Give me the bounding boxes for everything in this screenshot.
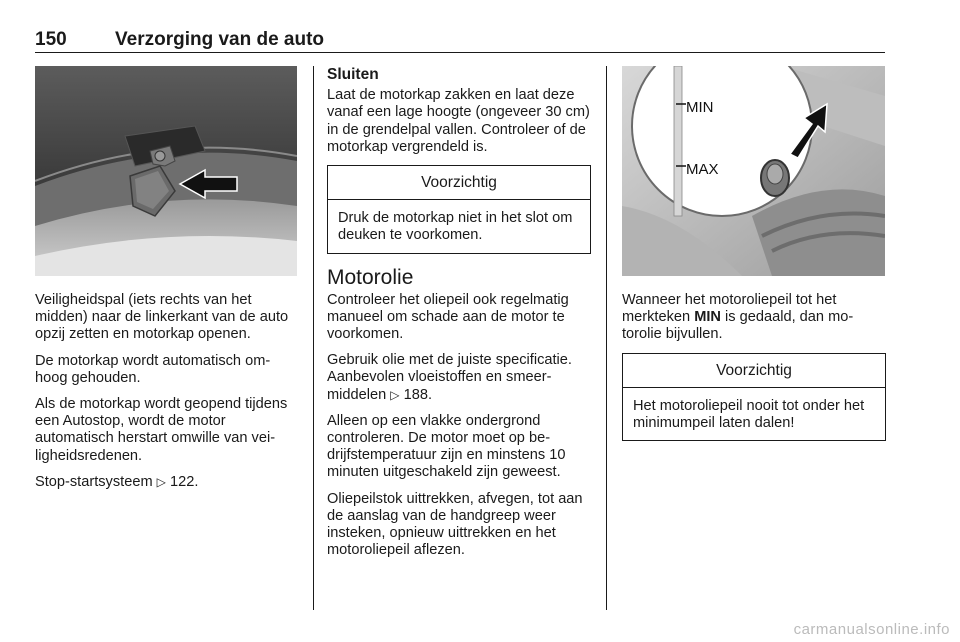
caution-box — [327, 165, 591, 254]
closing-paragraph: Laat de motorkap zakken en laat deze vanaf een lage hoogte (ongeveer 30 cm) in de grendelpal vallen. Controleer of de motorkap vergrendeld is. — [327, 87, 590, 155]
caution-box — [622, 353, 886, 442]
paragraph: De motorkap wordt automatisch omhoog gehouden. — [35, 352, 271, 386]
section-heading: Motorolie — [327, 265, 414, 289]
paragraph: Controleer het oliepeil ook regelmatig manueel om schade aan de motor te voorkomen. — [327, 291, 569, 343]
dipstick-illustration — [622, 66, 885, 276]
paragraph: Veiligheidspal (iets rechts van het midden) naar de linkerkant van de auto opzij zetten en motorkap openen. — [35, 292, 289, 343]
column-divider — [313, 66, 314, 610]
paragraph-text: is gedaald, dan motorolie bijvullen. — [622, 309, 854, 343]
caution-text: Het motoroliepeil nooit tot onder het minimumpeil laten dalen! — [633, 397, 865, 432]
watermark: carmanualsonline.info — [793, 621, 950, 638]
max-mark-label: MAX — [686, 161, 719, 178]
cross-reference-text: Stop-startsysteem — [35, 473, 153, 490]
chapter-title: Verzorging van de auto — [115, 29, 325, 50]
paragraph: Als de motorkap wordt geopend tijdens een Autostop, wordt de motor automatisch herstart omwille van veiligheidsredenen. — [35, 396, 288, 464]
page-header — [35, 26, 885, 53]
hood-catch-drawing — [35, 66, 297, 276]
paragraph: Alleen op een vlakke ondergrond controleren. De motor moet op bedrijfstemperatuur zijn en minstens 10 minuten uitgeschakeld zijn geweest. — [327, 412, 566, 481]
paragraph — [327, 352, 591, 404]
hood-catch-illustration — [35, 66, 297, 276]
closing-heading: Sluiten — [327, 66, 379, 83]
paragraph-text: Gebruik olie met de juiste specificatie. Aanbevolen vloeistoffen en smeermiddelen — [327, 352, 572, 403]
column-divider — [606, 66, 607, 610]
reference-arrow-icon: ▷ — [156, 474, 166, 489]
column-middle — [327, 66, 591, 568]
column-right — [622, 292, 886, 450]
reference-arrow-icon: ▷ — [390, 387, 400, 402]
column-left — [35, 292, 297, 500]
min-mark-label: MIN — [686, 99, 714, 116]
caution-title: Voorzichtig — [328, 166, 590, 200]
caution-title: Voorzichtig — [623, 354, 885, 388]
paragraph: Oliepeilstok uittrekken, afvegen, tot aan de aanslag van de handgreep weer insteken, opnieuw uittrekken en het motoroliepeil aflezen. — [327, 490, 583, 559]
cross-reference-page: 188. — [403, 386, 432, 403]
engine-bay-drawing — [622, 66, 885, 276]
cross-reference-page: 122. — [169, 473, 199, 490]
cross-reference — [35, 474, 297, 491]
paragraph-text: Wanneer het motoroliepeil tot het merkteken — [622, 292, 837, 326]
page-number: 150 — [35, 29, 67, 50]
min-mark-text: MIN — [694, 309, 721, 326]
paragraph — [622, 292, 886, 344]
caution-text: Druk de motorkap niet in het slot om deuken te voorkomen. — [338, 210, 573, 244]
